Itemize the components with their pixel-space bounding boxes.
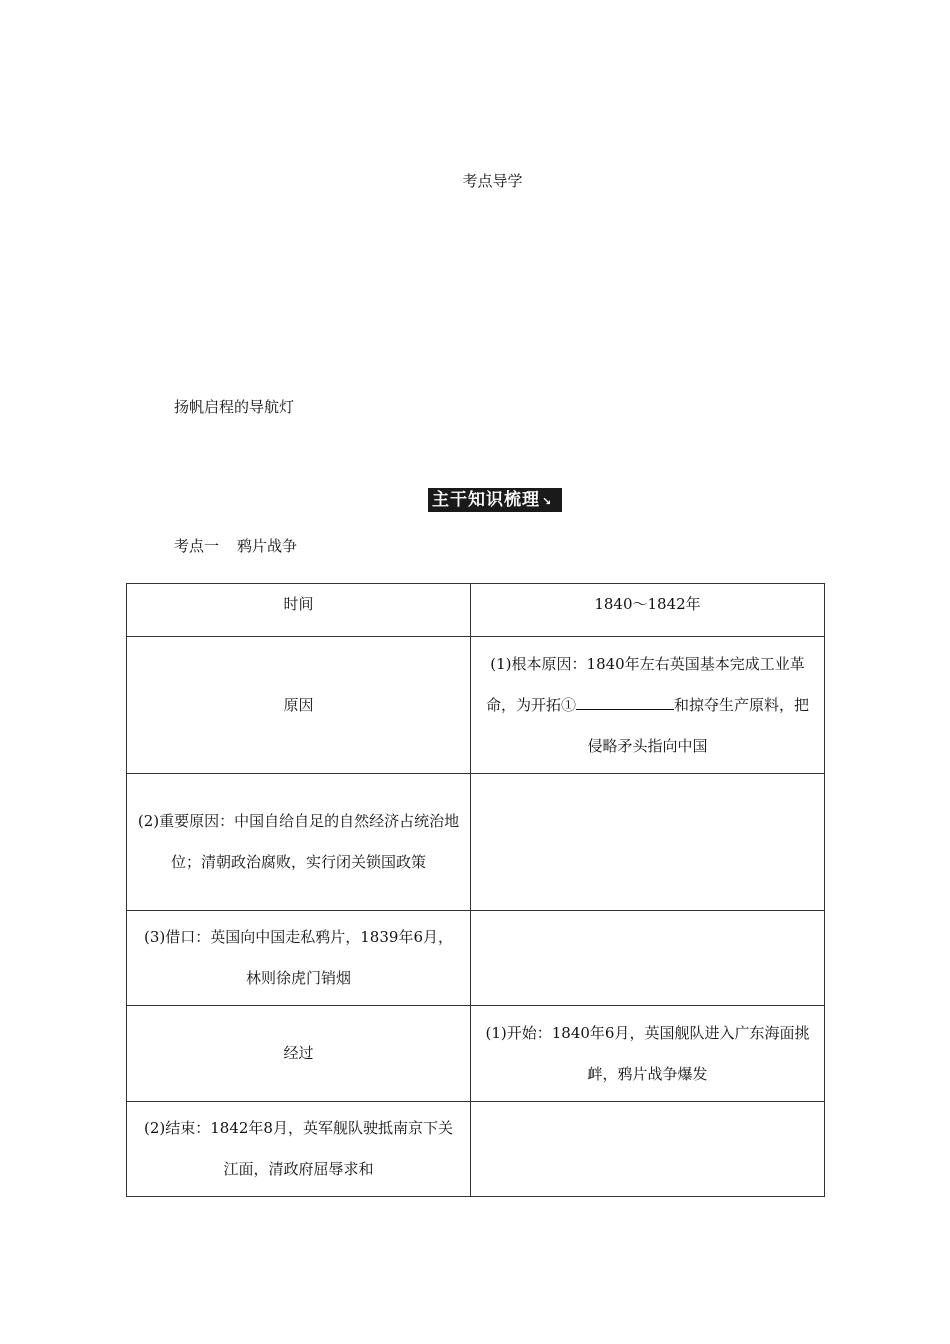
table-row <box>127 774 825 911</box>
table-cell: 时间 <box>127 584 471 637</box>
table-cell: 原因 <box>127 637 471 774</box>
fill-in-blank[interactable] <box>576 695 674 710</box>
table-cell: (2)结束：1842年8月，英军舰队驶抵南京下关江面，清政府屈辱求和 <box>127 1102 471 1197</box>
section-heading <box>174 535 297 556</box>
table-cell <box>471 637 825 774</box>
section-number: 考点一 <box>174 537 220 555</box>
banner-label: 主干知识梳理 <box>432 490 540 510</box>
intro-heading: 扬帆启程的导航灯 <box>174 398 295 416</box>
table-row <box>127 1006 825 1102</box>
table-cell: 经过 <box>127 1006 471 1102</box>
table-cell: (2)重要原因：中国自给自足的自然经济占统治地位；清朝政治腐败，实行闭关锁国政策 <box>127 774 471 911</box>
arrow-down-right-icon: ↘ <box>542 495 553 508</box>
table-row <box>127 637 825 774</box>
table-cell: 1840～1842年 <box>471 584 825 637</box>
knowledge-table <box>126 583 825 1197</box>
cause-text-cont: 和掠夺生产原料，把侵略矛头指向中国 <box>587 695 810 755</box>
table-cell <box>471 774 825 911</box>
table-row <box>127 584 825 637</box>
table-row <box>127 911 825 1006</box>
cause-text: (1)根本原因：1840年左右英国基本完成工业革命，为开拓① <box>485 654 805 714</box>
table-cell: (3)借口：英国向中国走私鸦片，1839年6月，林则徐虎门销烟 <box>127 911 471 1006</box>
table-cell: (1)开始：1840年6月，英国舰队进入广东海面挑衅，鸦片战争爆发 <box>471 1006 825 1102</box>
section-banner <box>428 488 562 512</box>
table-row <box>127 1102 825 1197</box>
table-cell <box>471 1102 825 1197</box>
page-title: 考点导学 <box>462 172 523 190</box>
section-name: 鸦片战争 <box>237 537 298 555</box>
table-cell <box>471 911 825 1006</box>
